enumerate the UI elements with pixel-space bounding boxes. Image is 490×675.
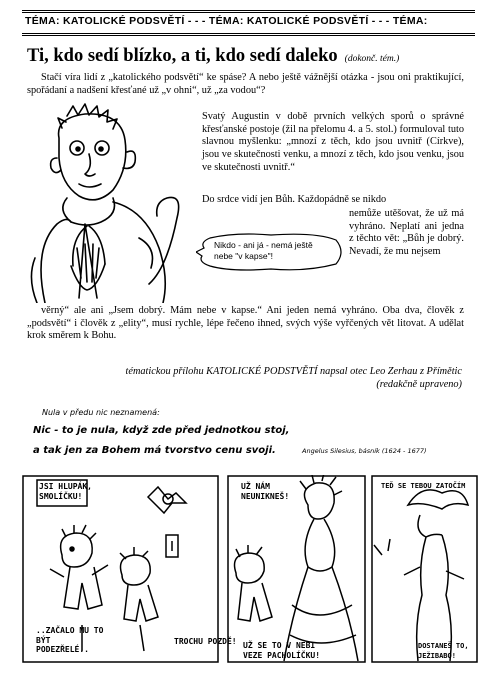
quote-line-1: Nic - to je nula, když zde před jednotkou stoj, bbox=[33, 425, 290, 436]
article-title: Ti, kdo sedí blízko, a ti, kdo sedí daleko bbox=[27, 46, 338, 66]
paragraph-3b-text: nemůže utěšovat, že už má vyhráno. Neplatí ani jedna z těchto vět: „Bůh je dobrý. Nevadí, že mu nejsem bbox=[349, 208, 464, 258]
author-credit: tématickou přílohu KATOLICKÉ PODSTVĚTÍ napsal otec Leo Zerhau z Přímětic bbox=[125, 366, 462, 377]
comic-panel-1-narration: ..ZAČALO MU TO BÝT PODEZŘELÉ.. bbox=[36, 626, 104, 654]
comic-panel-2-caption: UŽ NÁM NEUNIKNEŠ! bbox=[241, 482, 290, 501]
paragraph-3c bbox=[27, 305, 464, 343]
quote-intro: Nula v předu nic neznamená: bbox=[42, 408, 160, 417]
comic-panel-3-caption: TEĎ SE TEBOU ZATOČÍM bbox=[381, 482, 466, 490]
paragraph-3a-text: Do srdce vidí jen Bůh. Každopádně se nikdo bbox=[202, 194, 387, 205]
quote-author: Angelus Silesius, básník (1624 - 1677) bbox=[302, 447, 427, 455]
speech-bubble-text: Nikdo - ani já - nemá ještě nebe "v kapse"! bbox=[214, 240, 313, 261]
topic-banner bbox=[22, 10, 475, 36]
comic-panel-2-narration: UŽ SE TO V NEBI VEZE PACHOLÍČKU! bbox=[243, 641, 321, 660]
article-heading bbox=[27, 46, 477, 67]
paragraph-1 bbox=[27, 72, 464, 97]
paragraph-3b bbox=[349, 208, 464, 259]
paragraph-3c-text: věrný“ ale ani „Jsem dobrý. Mám nebe v kapse.“ Ani jeden nemá vyhráno. Oba dva, člověk z „podsvětí“ i člověk z „elity“, musí rychle, lépe řečeno ihned, svých výše vyřčených vět litovat. A udělat krok směrem k Bohu. bbox=[27, 305, 464, 342]
monk-illustration bbox=[27, 98, 195, 303]
quote-line-2: a tak jen za Bohem má tvorstvo cenu svoji. bbox=[33, 445, 276, 456]
paragraph-2-text: Svatý Augustin v době prvních velkých sporů o správné křesťanské postoje (žil na přelomu 4. a 5. stol.) formuloval tuto slavnou myšlenku: „mnozí z těch, kdo jsou uvnitř (Církve), jsou ve skutečnosti venku, a mnozí z těch, kdo jsou venku, jsou ve skutečnosti uvnitř.“ bbox=[202, 111, 464, 173]
comic-panel-3-narration: DOSTANEŠ TO, JEŽIBABO! bbox=[418, 642, 469, 660]
article-subtitle: (dokonč. tém.) bbox=[344, 54, 400, 64]
editor-note: (redakčně upraveno) bbox=[376, 379, 462, 390]
banner-text: TÉMA: KATOLICKÉ PODSVĚTÍ - - - TÉMA: KATOLICKÉ PODSVĚTÍ - - - TÉMA: bbox=[25, 15, 428, 27]
paragraph-1-text: Stačí víra lidí z „katolického podsvětí“ ke spáse? A nebo ještě vážnější otázka - jsou oni praktikující, spořádaní a nadšení křesťané už „v ohni“, už „za vodou“? bbox=[27, 72, 464, 96]
comic-panel-1-caption: JSI HLUPÁK, SMOLÍČKU! bbox=[39, 482, 92, 501]
paragraph-3a bbox=[202, 194, 464, 207]
paragraph-2 bbox=[202, 111, 464, 175]
comic-panel-1-exclamation: TROCHU POZDĚ! bbox=[174, 637, 237, 646]
